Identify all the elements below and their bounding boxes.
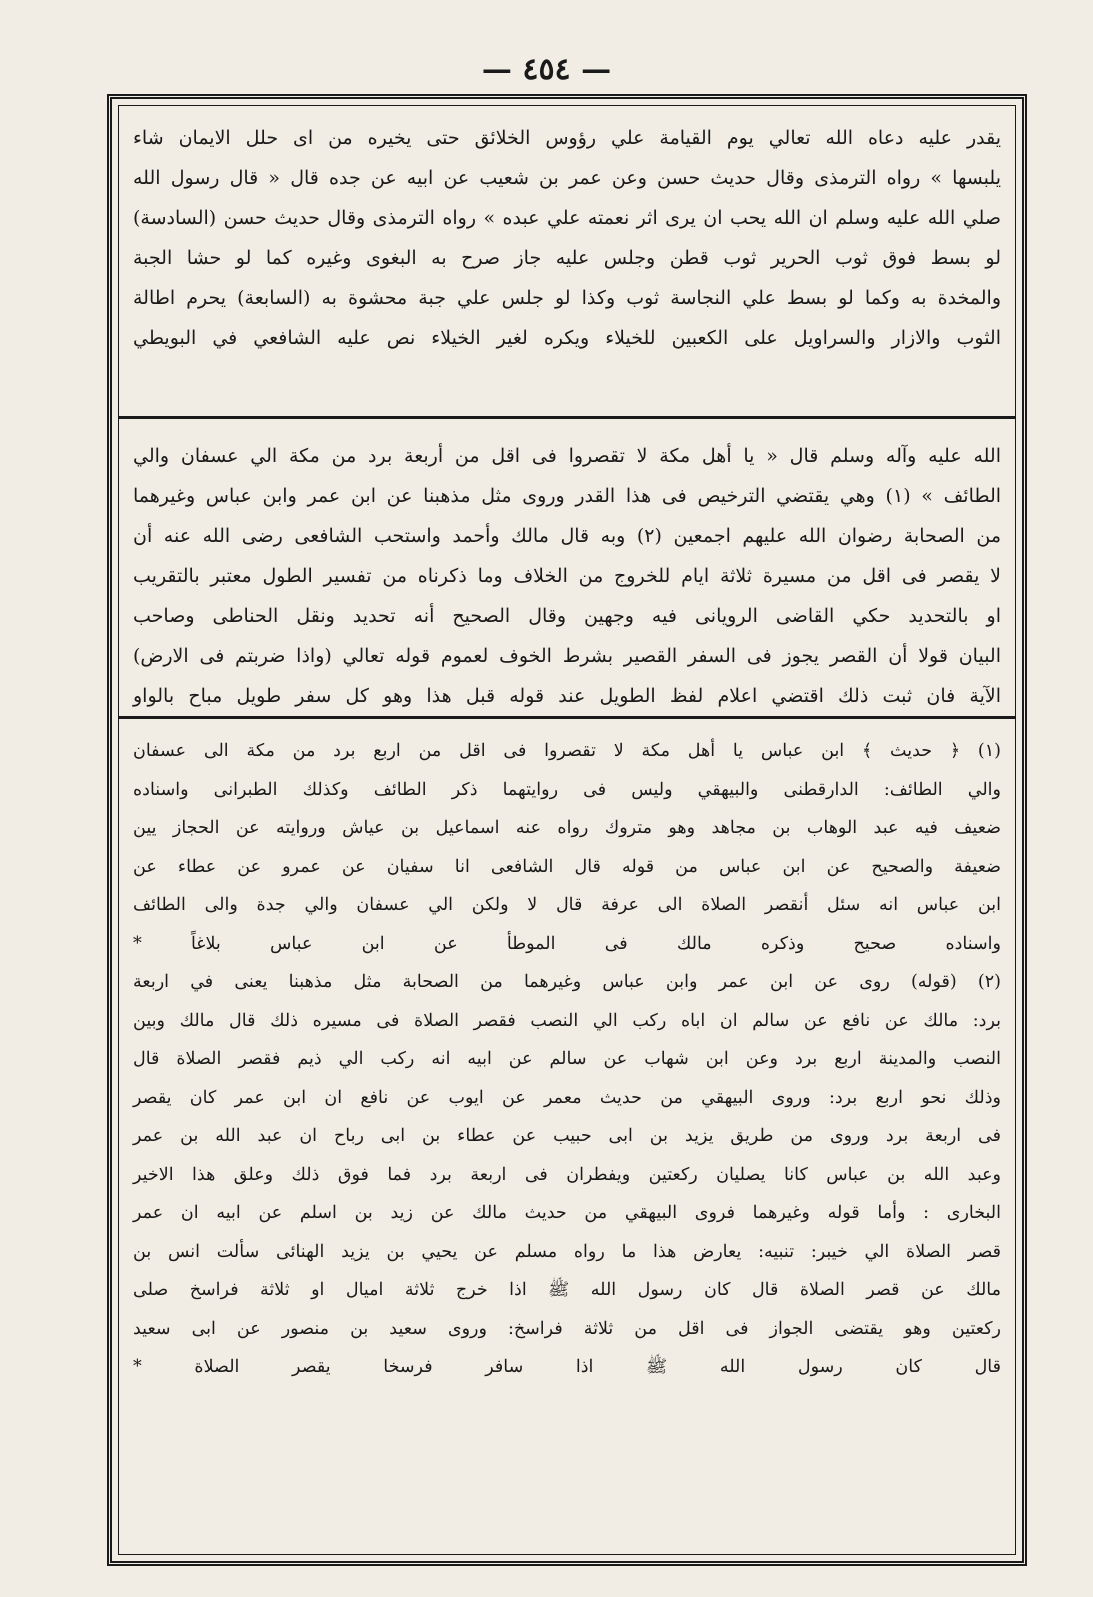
- footnote-line: واسناده صحيح وذكره مالك فى الموطأ عن ابن عباس بلاغاً *: [133, 933, 1001, 954]
- text-line: يقدر عليه دعاه الله تعالي يوم القيامة علي رؤوس الخلائق حتى يخيره من اى حلل الايمان شاء: [133, 127, 1001, 149]
- footnote-line: مالك عن قصر الصلاة قال كان رسول الله ﷺ اذا خرج ثلاثة اميال او ثلاثة فراسخ صلى: [133, 1280, 1001, 1300]
- text-line: الله عليه وآله وسلم قال « يا أهل مكة لا تقصروا فى اقل من أربعة برد من مكة الي عسفان والي: [133, 445, 1001, 467]
- footnotes-section: [133, 732, 1001, 1387]
- footnote-line: (١) ﴿ حديث ﴾ ابن عباس يا أهل مكة لا تقصروا فى اقل من اربع برد من مكة الى عسفان: [133, 741, 1001, 761]
- text-line: الطائف » (١) وهي يقتضي الترخيص فى هذا القدر وروى مثل مذهبنا عن ابن عمر وابن عباس وغيرهما: [133, 485, 1002, 507]
- footnote-line: وذلك نحو اربع برد: وروى البيهقي من حديث معمر عن ايوب عن نافع ان ابن عمر كان يقصر: [133, 1087, 1001, 1108]
- page-number: — ٤٥٤ —: [481, 52, 612, 87]
- inner-frame: [118, 105, 1016, 1555]
- text-line: صلي الله عليه وسلم ان الله يحب ان يرى اثر نعمته علي عبده » رواه الترمذى وقال حديث حسن (السادسة): [133, 207, 1001, 229]
- text-line: لا يقصر فى اقل من مسيرة ثلاثة ايام للخروج من الخلاف وما ذكرناه من تفسير الطول معتبر بالتقريب: [133, 565, 1001, 587]
- footnote-line: وعبد الله بن عباس كانا يصليان ركعتين ويفطران فى اربعة برد فما فوق ذلك وعلق هذا الاخير: [133, 1164, 1001, 1185]
- footnote-line: ابن عباس انه سئل أنقصر الصلاة الى عرفة قال لا ولكن الي عسفان والي جدة والى الطائف: [133, 895, 1001, 915]
- text-line: او بالتحديد حكي القاضى الرويانى فيه وجهين وقال الصحيح أنه تحديد ونقل الحناطى وصاحب: [133, 605, 1001, 627]
- text-line: والمخدة به وكما لو بسط علي النجاسة ثوب وكذا لو جلس علي جبة محشوة به (السابعة) يحرم اطالة: [133, 287, 1001, 309]
- footnote-line: برد: مالك عن نافع عن سالم ان اباه ركب الي النصب فقصر الصلاة فى مسيره ذلك قال مالك وبين: [133, 1010, 1001, 1031]
- text-line: من الصحابة رضوان الله عليهم اجمعين (٢) وبه قال مالك وأحمد واستحب الشافعى رضى الله عنه أن: [133, 525, 1001, 547]
- text-line: يلبسها » رواه الترمذى وقال حديث حسن وعن عمر بن شعيب عن ابيه عن جده قال « قال رسول الله: [133, 167, 1001, 189]
- middle-commentary-section: [133, 436, 1001, 716]
- text-line: لو بسط فوق ثوب الحرير ثوب قطن وجلس عليه جاز صرح به البغوى وغيره كما لو حشا الجبة: [133, 247, 1001, 269]
- footnote-line: قال كان رسول الله ﷺ اذا سافر فرسخا يقصر الصلاة *: [133, 1357, 1001, 1377]
- footnote-line: فى اربعة برد وروى من طريق يزيد بن ابى حبيب عن عطاء بن ابى رباح ان عبد الله بن عمر: [133, 1126, 1001, 1146]
- footnote-line: ضعيف فيه عبد الوهاب بن مجاهد وهو متروك رواه عنه اسماعيل بن عياش وروايته عن الحجاز يين: [133, 818, 1001, 838]
- footnote-line: والي الطائف: الدارقطنى والبيهقي وليس فى روايتهما ذكر الطائف وكذلك الطبرانى واسناده: [133, 779, 1001, 800]
- page-frame: [107, 94, 1027, 1566]
- section-divider: [119, 416, 1015, 419]
- footnote-line: قصر الصلاة الي خيبر: تنبيه: يعارض هذا ما رواه مسلم عن يحيي بن يزيد الهنائى سألت انس بن: [133, 1241, 1001, 1262]
- footnote-line: البخارى : وأما قوله وغيرهما فروى البيهقي من حديث مالك عن زيد بن اسلم عن ابيه ان عمر: [133, 1203, 1001, 1223]
- text-line: الآية فان ثبت ذلك اقتضي اعلام لفظ الطويل عند قوله قبل هذا وهو كل سفر طويل مباح بالواو: [133, 685, 1001, 707]
- section-divider: [119, 716, 1015, 719]
- footnote-line: ضعيفة والصحيح عن ابن عباس من قوله قال الشافعى انا سفيان عن عمرو عن عطاء عن: [133, 856, 1001, 877]
- footnote-line: ركعتين وهو يقتضى الجواز فى اقل من ثلاثة فراسخ: وروى سعيد بن منصور عن ابى سعيد: [133, 1318, 1001, 1339]
- top-commentary-section: [133, 118, 1001, 358]
- footnote-line: (٢) (قوله) روى عن ابن عمر وابن عباس وغيرهما من الصحابة مثل مذهبنا يعنى في اربعة: [133, 972, 1001, 992]
- text-line: الثوب والازار والسراويل على الكعبين للخيلاء ويكره لغير الخيلاء نص عليه الشافعي في البويطي: [133, 327, 1001, 349]
- footnote-line: النصب والمدينة اربع برد وعن ابن شهاب عن سالم عن ابيه انه ركب الي ذيم فقصر الصلاة قال: [133, 1049, 1001, 1069]
- text-line: البيان قولا أن القصر يجوز فى السفر القصير بشرط الخوف لعموم قوله تعالي (واذا ضربتم فى الارض): [133, 645, 1001, 667]
